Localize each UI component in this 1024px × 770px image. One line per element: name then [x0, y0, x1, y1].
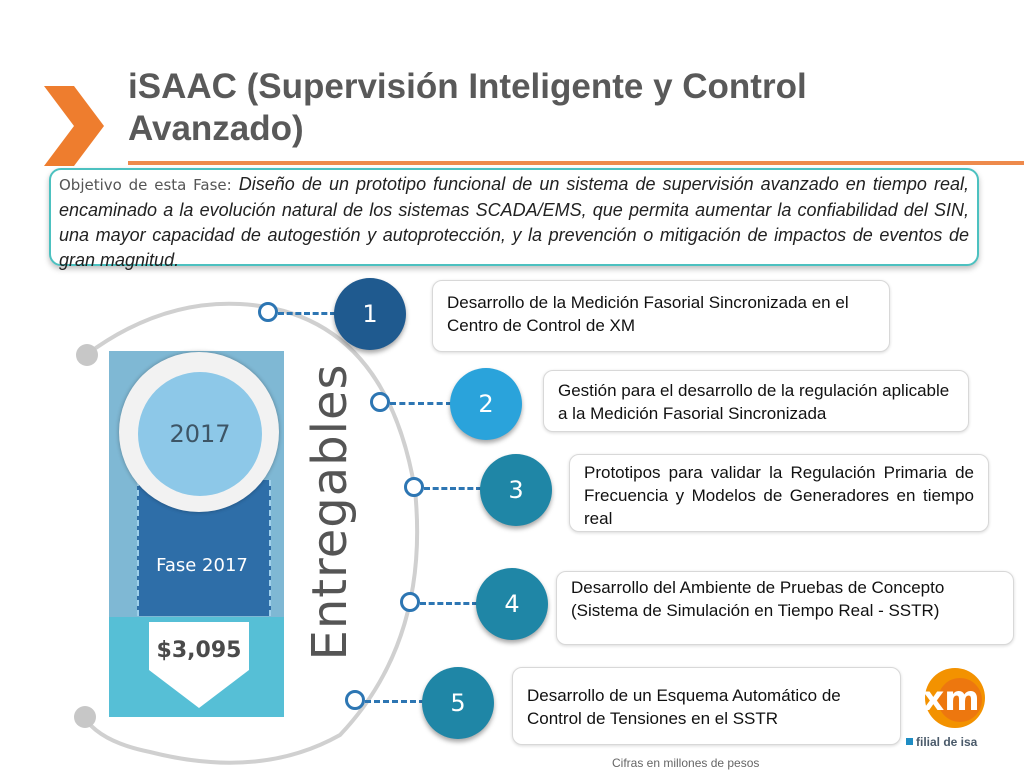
- connector-node-1: [258, 302, 278, 322]
- arc-end-top-dot: [76, 344, 98, 366]
- phase-label: Fase 2017: [156, 555, 248, 576]
- logo-caption: filial de isa: [916, 735, 978, 749]
- connector-line-2: [390, 402, 452, 405]
- arc-end-bottom-dot: [74, 706, 96, 728]
- objective-lead: Objetivo de esta Fase:: [59, 176, 232, 194]
- connector-line-4: [420, 602, 478, 605]
- connector-line-1: [278, 312, 336, 315]
- logo-square: [906, 738, 913, 745]
- deliverable-number-2: 2: [450, 368, 522, 440]
- connector-node-5: [345, 690, 365, 710]
- objective-body: Diseño de un prototipo funcional de un sistema de supervisión avanzado en tiempo real, encaminado a la evolución natural de los sistemas SCADA/EMS, que permita aumentar la confiabilidad del SIN, una mayor capacidad de autogestión y autoprotección, y la prevención o mitigación de impactos de eventos de gran magnitud.: [59, 174, 969, 270]
- logo-mark: xm: [922, 679, 980, 719]
- connector-node-2: [370, 392, 390, 412]
- deliverable-box-4: Desarrollo del Ambiente de Pruebas de Concepto (Sistema de Simulación en Tiempo Real - SSTR): [556, 571, 1014, 645]
- connector-node-3: [404, 477, 424, 497]
- amount-tag-shape: [149, 622, 249, 712]
- section-label: Entregables: [302, 363, 358, 661]
- deliverable-box-5: Desarrollo de un Esquema Automático de Control de Tensiones en el SSTR: [512, 667, 901, 745]
- deliverable-box-3: Prototipos para validar la Regulación Primaria de Frecuencia y Modelos de Generadores en tiempo real: [569, 454, 989, 532]
- footnote: Cifras en millones de pesos: [612, 756, 760, 770]
- deliverable-number-4: 4: [476, 568, 548, 640]
- connector-line-5: [365, 700, 425, 703]
- deliverable-number-1: 1: [334, 278, 406, 350]
- xm-logo-icon: [905, 668, 997, 732]
- deliverable-number-5: 5: [422, 667, 494, 739]
- deliverable-number-3: 3: [480, 454, 552, 526]
- amount-value: $3,095: [156, 638, 242, 663]
- deliverable-box-1: Desarrollo de la Medición Fasorial Sincronizada en el Centro de Control de XM: [432, 280, 890, 352]
- deliverable-box-2: Gestión para el desarrollo de la regulación aplicable a la Medición Fasorial Sincronizada: [543, 370, 969, 432]
- connector-line-3: [424, 487, 482, 490]
- connector-node-4: [400, 592, 420, 612]
- slide-title: iSAAC (Supervisión Inteligente y Control Avanzado): [128, 67, 807, 148]
- year-badge: 2017: [138, 372, 262, 496]
